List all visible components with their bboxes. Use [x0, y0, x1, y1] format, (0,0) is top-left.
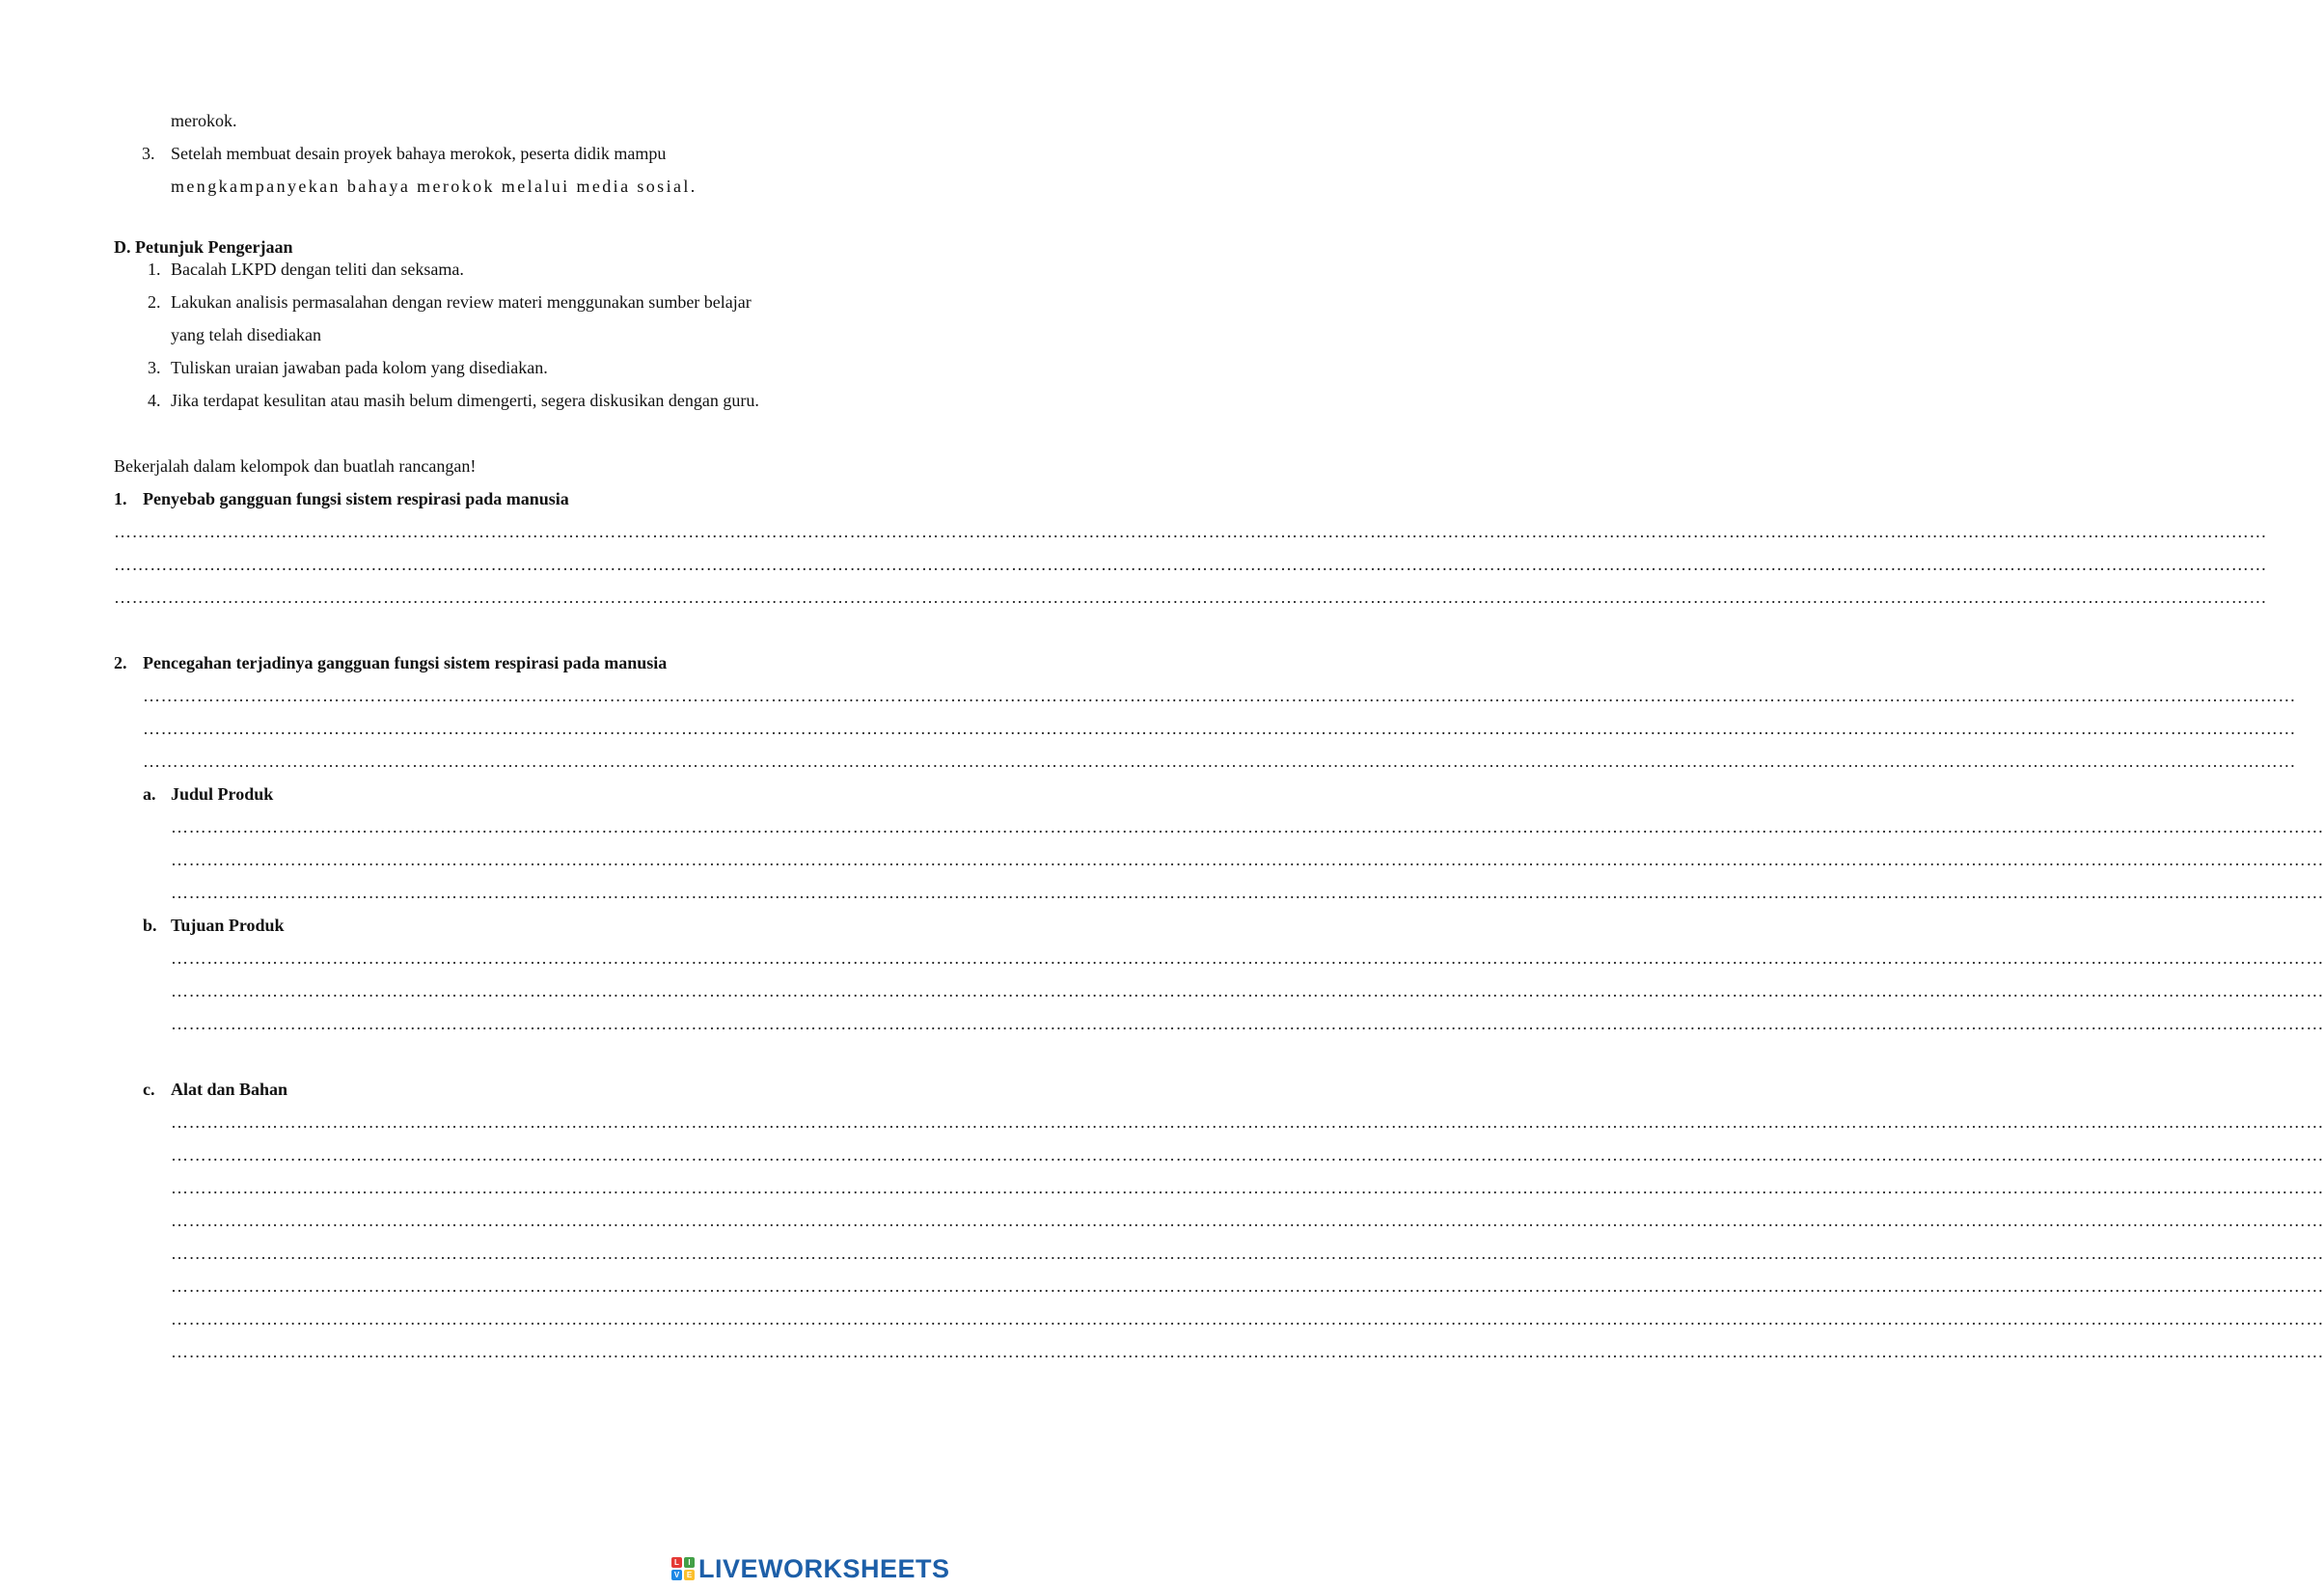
answer-line-c-7[interactable]: ………………………………………………………………………………………………………………………………………………………………………………………………………………………………………………………………………………………………………………………………	[171, 1309, 2324, 1329]
answer-line-c-4[interactable]: ………………………………………………………………………………………………………………………………………………………………………………………………………………………………………………………………………………………………………………………………	[171, 1211, 2324, 1230]
question-1-number: 1.	[114, 489, 127, 508]
answer-line-b-2[interactable]: ………………………………………………………………………………………………………………………………………………………………………………………………………………………………………………………………………………………………………………………………	[171, 981, 2324, 1000]
logo-letter-e: E	[684, 1570, 695, 1580]
instruction-item-2-number: 2.	[148, 292, 161, 312]
answer-line-q2-1[interactable]: ………………………………………………………………………………………………………………………………………………………………………………………………………………………………………………………………………………………………………………………………	[143, 686, 2296, 705]
logo-letter-i: I	[684, 1557, 695, 1568]
instruction-item-1-text: Bacalah LKPD dengan teliti dan seksama.	[171, 260, 464, 279]
answer-line-c-1[interactable]: ………………………………………………………………………………………………………………………………………………………………………………………………………………………………………………………………………………………………………………………………	[171, 1112, 2324, 1132]
question-1-text: Penyebab gangguan fungsi sistem respirasi pada manusia	[143, 489, 569, 508]
instruction-item-3-number: 3.	[148, 358, 161, 377]
answer-line-a-3[interactable]: ………………………………………………………………………………………………………………………………………………………………………………………………………………………………………………………………………………………………………………………………	[171, 883, 2324, 902]
instruction-item-3-text: Tuliskan uraian jawaban pada kolom yang disediakan.	[171, 358, 548, 377]
objective-item-3-number: 3.	[142, 144, 155, 163]
answer-line-c-2[interactable]: ………………………………………………………………………………………………………………………………………………………………………………………………………………………………………………………………………………………………………………………………	[171, 1145, 2324, 1164]
sub-a-title: Judul Produk	[171, 784, 274, 804]
instruction-item-2-text-cont: yang telah disediakan	[171, 325, 321, 344]
group-instruction: Bekerjalah dalam kelompok dan buatlah rancangan!	[114, 456, 477, 476]
objective-item-3-text-cont: mengkampanyekan bahaya merokok melalui media sosial.	[171, 177, 697, 196]
answer-line-c-8[interactable]: ………………………………………………………………………………………………………………………………………………………………………………………………………………………………………………………………………………………………………………………………	[171, 1342, 2324, 1361]
sub-a-letter: a.	[143, 784, 156, 804]
answer-line-q1-1[interactable]: ………………………………………………………………………………………………………………………………………………………………………………………………………………………………………………………………………………………………………………………………	[114, 522, 2267, 541]
answer-line-b-3[interactable]: ………………………………………………………………………………………………………………………………………………………………………………………………………………………………………………………………………………………………………………………………	[171, 1014, 2324, 1033]
answer-line-a-2[interactable]: ………………………………………………………………………………………………………………………………………………………………………………………………………………………………………………………………………………………………………………………………	[171, 850, 2324, 869]
answer-line-q2-3[interactable]: ………………………………………………………………………………………………………………………………………………………………………………………………………………………………………………………………………………………………………………………………	[143, 752, 2296, 771]
instruction-item-4-number: 4.	[148, 391, 161, 410]
sub-c-title: Alat dan Bahan	[171, 1080, 288, 1099]
question-2-number: 2.	[114, 653, 127, 672]
answer-line-c-6[interactable]: ………………………………………………………………………………………………………………………………………………………………………………………………………………………………………………………………………………………………………………………………	[171, 1276, 2324, 1296]
section-d-heading: D. Petunjuk Pengerjaan	[114, 237, 293, 257]
sub-c-letter: c.	[143, 1080, 155, 1099]
answer-line-q1-3[interactable]: ………………………………………………………………………………………………………………………………………………………………………………………………………………………………………………………………………………………………………………………………	[114, 588, 2267, 607]
sub-b-letter: b.	[143, 916, 157, 935]
instruction-item-4-text: Jika terdapat kesulitan atau masih belum dimengerti, segera diskusikan dengan guru.	[171, 391, 759, 410]
objective-item-3-text: Setelah membuat desain proyek bahaya merokok, peserta didik mampu	[171, 144, 667, 163]
liveworksheets-brand: LIVEWORKSHEETS	[698, 1553, 950, 1583]
liveworksheets-logo	[671, 1553, 950, 1584]
objective-line-continuation: merokok.	[171, 111, 237, 130]
answer-line-q2-2[interactable]: ………………………………………………………………………………………………………………………………………………………………………………………………………………………………………………………………………………………………………………………………	[143, 719, 2296, 738]
liveworksheets-logo-icon	[671, 1557, 695, 1580]
sub-b-title: Tujuan Produk	[171, 916, 285, 935]
logo-letter-v: V	[671, 1570, 682, 1580]
question-2-text: Pencegahan terjadinya gangguan fungsi sistem respirasi pada manusia	[143, 653, 668, 672]
answer-line-b-1[interactable]: ………………………………………………………………………………………………………………………………………………………………………………………………………………………………………………………………………………………………………………………………	[171, 948, 2324, 968]
instruction-item-2-text: Lakukan analisis permasalahan dengan review materi menggunakan sumber belajar	[171, 292, 752, 312]
instruction-item-1-number: 1.	[148, 260, 161, 279]
answer-line-q1-2[interactable]: ………………………………………………………………………………………………………………………………………………………………………………………………………………………………………………………………………………………………………………………………	[114, 555, 2267, 574]
answer-line-c-5[interactable]: ………………………………………………………………………………………………………………………………………………………………………………………………………………………………………………………………………………………………………………………………	[171, 1244, 2324, 1263]
logo-letter-l: L	[671, 1557, 682, 1568]
answer-line-c-3[interactable]: ………………………………………………………………………………………………………………………………………………………………………………………………………………………………………………………………………………………………………………………………	[171, 1178, 2324, 1197]
answer-line-a-1[interactable]: ………………………………………………………………………………………………………………………………………………………………………………………………………………………………………………………………………………………………………………………………	[171, 817, 2324, 836]
